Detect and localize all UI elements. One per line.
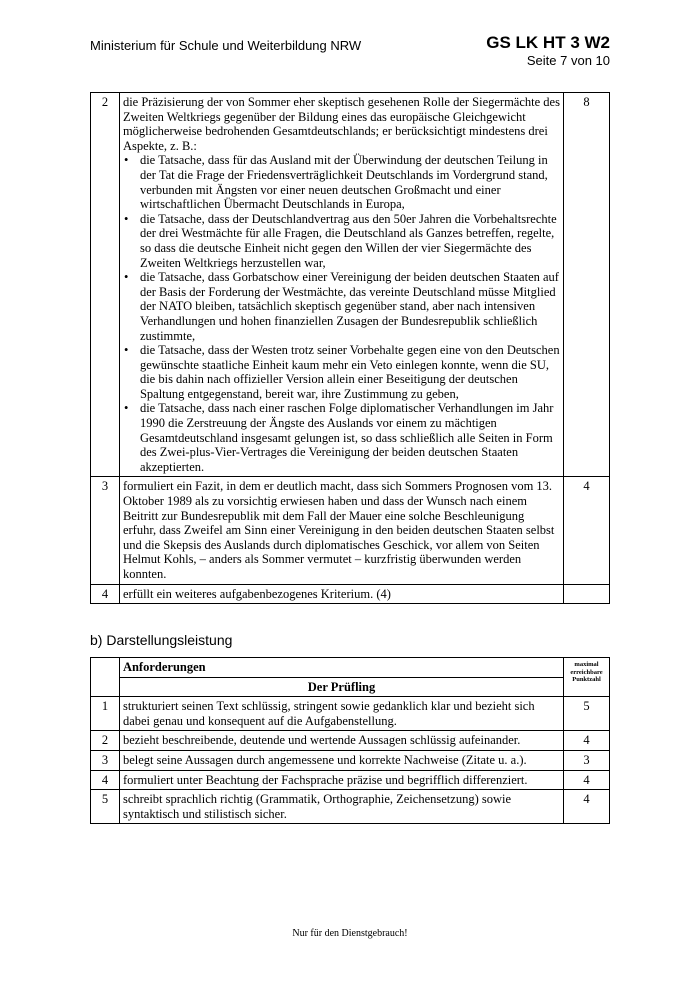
row-number: 3: [91, 750, 120, 770]
row-number: 5: [91, 790, 120, 824]
criterion-text: strukturiert seinen Text schlüssig, stringent sowie gedanklich klar und bezieht sich dabei genau und konsequent auf die Aufgabenstellung.: [119, 697, 563, 731]
table-row: [91, 790, 610, 824]
max-points: 5: [564, 697, 610, 731]
exam-code: GS LK HT 3 W2: [486, 33, 610, 52]
max-points: 4: [564, 731, 610, 751]
table-row: [91, 477, 610, 584]
page-number: Seite 7 von 10: [526, 53, 610, 68]
criteria-table-a: [90, 92, 610, 604]
table-row: [91, 93, 610, 477]
max-points-heading: maximal erreichbare Punktzahl: [564, 658, 610, 697]
aspect-list: [123, 153, 560, 474]
max-points: 3: [564, 750, 610, 770]
header-number-cell: [91, 658, 120, 697]
table-header-row: [91, 677, 610, 697]
row-number: 4: [91, 770, 120, 790]
table-row: [91, 750, 610, 770]
max-points: 8: [564, 93, 610, 477]
table-header-row: [91, 658, 610, 678]
criterion-text: erfüllt ein weiteres aufgabenbezogenes Kriterium. (4): [119, 584, 563, 604]
list-item: • die Tatsache, dass nach einer raschen Folge diplomatischer Verhandlungen im Jahr 1990 die Zerstreuung der Ängste des Auslands vor einem zu mächtigen Gesamtdeutschland insgesamt gelungen ist, so dass schließlich alle Seiten in Form des Zwei-plus-Vier-Vertrages die Vereinigung der beiden deutschen Staaten akzeptierten.: [123, 401, 560, 474]
table-row: [91, 770, 610, 790]
section-b-title: b) Darstellungsleistung: [90, 632, 233, 648]
criterion-text: belegt seine Aussagen durch angemessene und korrekte Nachweise (Zitate u. a.).: [119, 750, 563, 770]
row-number: 4: [91, 584, 120, 604]
criterion-text: schreibt sprachlich richtig (Grammatik, Orthographie, Zeichensetzung) sowie syntaktisch und stilistisch sicher.: [119, 790, 563, 824]
table-row: [91, 731, 610, 751]
criterion-text: formuliert unter Beachtung der Fachsprache präzise und begrifflich differenziert.: [119, 770, 563, 790]
max-points: 4: [564, 477, 610, 584]
requirements-heading: Anforderungen: [119, 658, 563, 678]
criterion-text: formuliert ein Fazit, in dem er deutlich macht, dass sich Sommers Prognosen vom 13. Oktober 1989 als zu vorsichtig erwiesen haben und dass der Wunsch nach einem Beitritt zur Bundesrepublik mit dem Fall der Mauer eine solche Beschleunigung erfuhr, dass Zweifel am Sinn einer Vereinigung in den beiden deutschen Staaten selbst und die Skepsis des Auslands durch diplomatisches Geschick, vor allem von Seiten Helmut Kohls, – anders als Sommer vermutet – kurzfristig überwunden werden konnten.: [119, 477, 563, 584]
table-row: [91, 697, 610, 731]
row-number: 2: [91, 731, 120, 751]
list-item: • die Tatsache, dass Gorbatschow einer Vereinigung der beiden deutschen Staaten auf der Basis der Forderung der Westmächte, das vereinte Deutschland müsse Mitglied der NATO bleiben, tatsächlich skeptisch gegenüber stand, aber nach intensiven Verhandlungen und hohen finanziellen Zusagen der Bundesrepublik schließlich zustimmte,: [123, 270, 560, 343]
criteria-table-b: [90, 657, 610, 824]
ministry-name: Ministerium für Schule und Weiterbildung NRW: [90, 38, 362, 53]
list-item: • die Tatsache, dass für das Ausland mit der Überwindung der deutschen Teilung in der Tat die Frage der Friedensverträglichkeit Deutschlands im Vordergrund stand, verbunden mit Ängsten vor einer neuen deutschen Großmacht und einer wirtschaftlichen Übermacht Deutschlands in Europa,: [123, 153, 560, 211]
list-item: • die Tatsache, dass der Westen trotz seiner Vorbehalte gegen eine von den Deutschen gewünschte staatliche Einheit kaum mehr ein Veto einlegen konnte, wenn die SU, die bis dahin nach offizieller Version allein einer Beseitigung der deutschen Spaltung entgegenstand, bereit war, ihre Zustimmung zu geben,: [123, 343, 560, 401]
max-points: 4: [564, 770, 610, 790]
row-number: 2: [91, 93, 120, 477]
criterion-intro: die Präzisierung der von Sommer eher skeptisch gesehenen Rolle der Siegermächte des Zweiten Weltkriegs gegenüber der Bildung eines das europäische Gleichgewicht möglicherweise bedrohenden Gesamtdeutschlands; er berücksichtigt mindestens drei Aspekte, z. B.:: [122, 95, 560, 153]
row-number: 3: [91, 477, 120, 584]
examinee-heading: Der Prüfling: [119, 677, 563, 697]
row-number: 1: [91, 697, 120, 731]
list-item: • die Tatsache, dass der Deutschlandvertrag aus den 50er Jahren die Vorbehaltsrechte der drei Westmächte für alle Fragen, die Deutschland als Ganzes betreffen, regelte, so dass die deutsche Einheit nicht gegen den Willen der vier Siegermächte des Zweiten Weltkriegs herzustellen war,: [123, 212, 560, 270]
footer-note: Nur für den Dienstgebrauch!: [292, 928, 408, 939]
max-points: 4: [564, 790, 610, 824]
criterion-text: bezieht beschreibende, deutende und wertende Aussagen schlüssig aufeinander.: [119, 731, 563, 751]
criterion-text: [119, 93, 563, 477]
table-row: [91, 584, 610, 604]
max-points: [564, 584, 610, 604]
